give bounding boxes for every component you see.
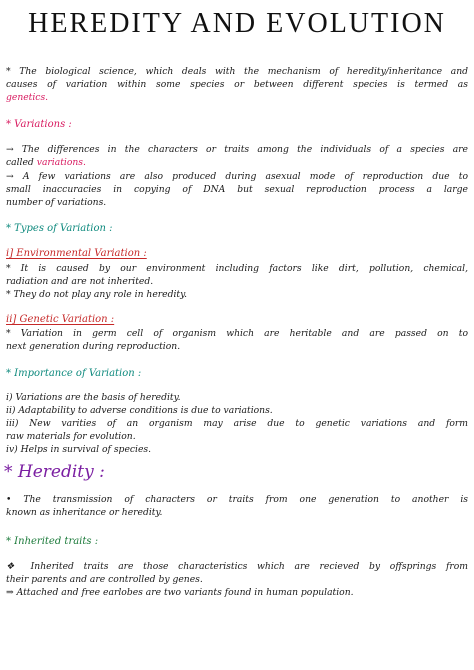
genetic-line-2: next generation during reproduction.: [6, 341, 181, 352]
importance-heading: * Importance of Variation :: [6, 368, 142, 379]
environmental-heading: i] Environmental Variation :: [6, 248, 147, 259]
types-heading: * Types of Variation :: [6, 223, 113, 234]
inherited-line-1: ❖ Inherited traits are those characteristics which are recieved by offsprings from: [6, 561, 468, 572]
inherited-line-3: ⇒ Attached and free earlobes are two variants found in human population.: [6, 587, 354, 598]
page-title: HEREDITY AND EVOLUTION: [28, 8, 446, 39]
environmental-line-2: radiation and are not inherited.: [6, 276, 154, 287]
intro-line-3: genetics.: [6, 92, 49, 103]
importance-line-1: i) Variations are the basis of heredity.: [6, 392, 181, 403]
inherited-heading: * Inherited traits :: [6, 536, 99, 547]
variations-line-4: small inaccuracies in copying of DNA but sexual reproduction process a large: [6, 184, 468, 195]
heredity-heading: * Heredity :: [4, 462, 105, 482]
importance-line-5: iv) Helps in survival of species.: [6, 444, 152, 455]
heredity-line-2: known as inheritance or heredity.: [6, 507, 163, 518]
variations-line-1: → The differences in the characters or traits among the individuals of a species are: [6, 144, 468, 155]
variations-line-2: [6, 157, 468, 169]
intro-line-1: * The biological science, which deals with the mechanism of heredity/inheritance and: [6, 66, 468, 77]
variations-line-3: → A few variations are also produced during asexual mode of reproduction due to: [6, 171, 468, 182]
importance-line-3: iii) New varities of an organism may arise due to genetic variations and form: [6, 418, 468, 429]
heredity-line-1: • The transmission of characters or traits from one generation to another is: [6, 494, 468, 505]
inherited-line-2: their parents and are controlled by genes.: [6, 574, 203, 585]
environmental-line-1: * It is caused by our environment including factors like dirt, pollution, chemical,: [6, 263, 468, 274]
variations-line-5: number of variations.: [6, 197, 107, 208]
variations-heading: * Variations :: [6, 119, 72, 130]
genetic-line-1: * Variation in germ cell of organism which are heritable and are passed on to: [6, 328, 468, 339]
variations-line-2-text: called: [6, 157, 37, 168]
intro-line-2: causes of variation within some species or between different species is termed as: [6, 79, 468, 90]
genetic-heading: ii] Genetic Variation :: [6, 314, 115, 325]
environmental-line-3: * They do not play any role in heredity.: [6, 289, 187, 300]
importance-line-4: raw materials for evolution.: [6, 431, 136, 442]
importance-line-2: ii) Adaptability to adverse conditions is due to variations.: [6, 405, 273, 416]
variations-keyword: variations.: [36, 157, 86, 168]
